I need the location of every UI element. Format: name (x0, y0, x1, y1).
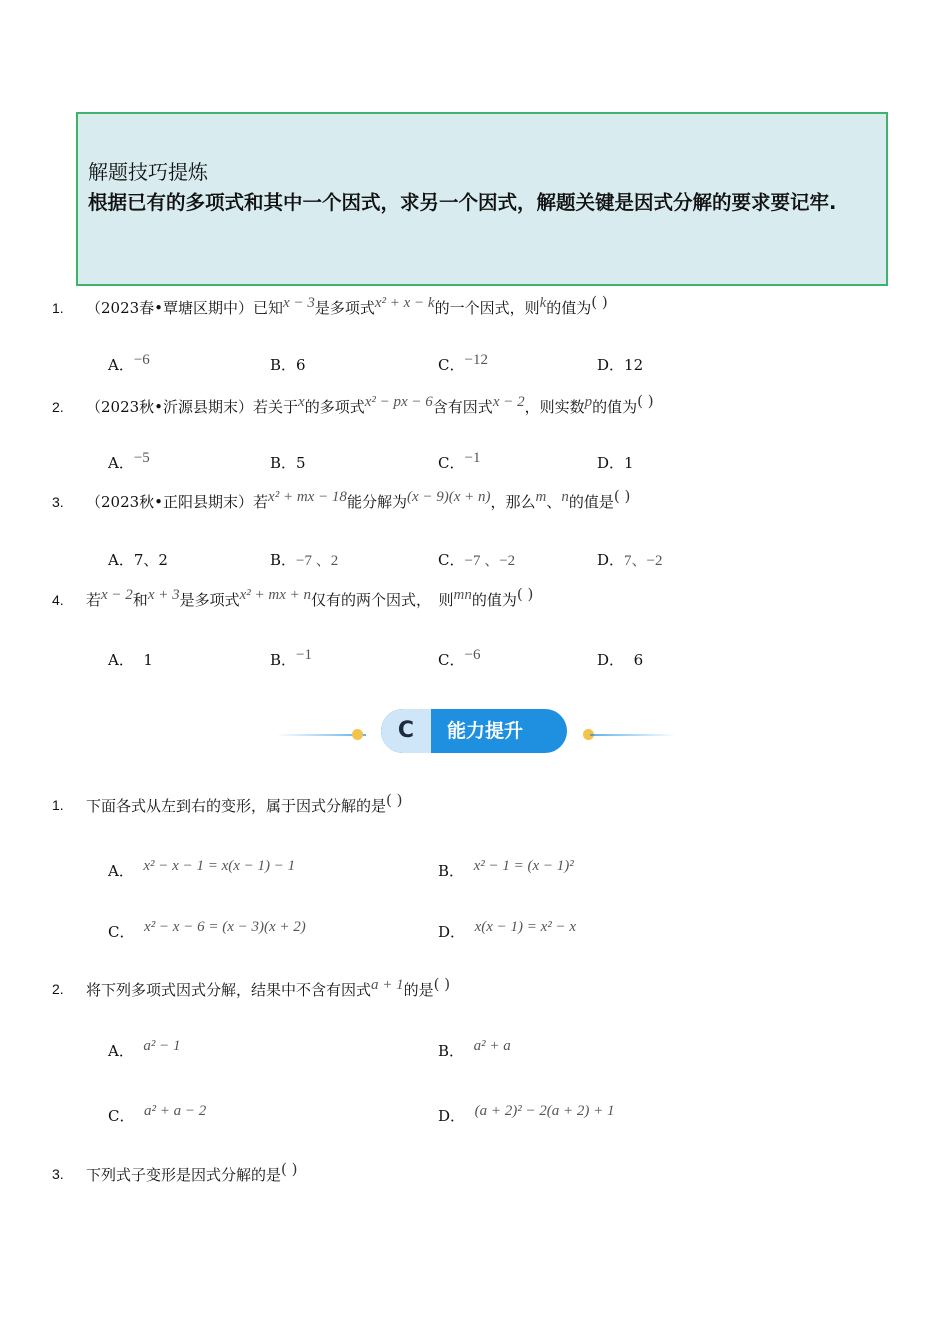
question-number: 3. (52, 1166, 64, 1182)
question-number: 2. (52, 399, 64, 415)
option-d: D．1 (597, 454, 634, 472)
tip-box (76, 112, 888, 286)
question-b2: （2023秋•沂源县期末）若关于x的多项式x² − px − 6含有因式x − 2，则实数p的值为( ) (86, 392, 654, 416)
question-c3: 下列式子变形是因式分解的是( ) (86, 1160, 298, 1184)
option-d: D． (a + 2)² − 2(a + 2) + 1 (438, 1103, 615, 1125)
question-source: （2023秋•正阳县期末） (86, 493, 254, 511)
banner-dot-left (352, 729, 363, 740)
option-b: B． x² − 1 = (x − 1)² (438, 858, 574, 880)
question-number: 3. (52, 494, 64, 510)
answer-parentheses: ( ) (516, 585, 534, 603)
question-number: 4. (52, 592, 64, 608)
question-number: 2. (52, 981, 64, 997)
option-d: D．12 (597, 356, 644, 374)
option-d: D． x(x − 1) = x² − x (438, 919, 577, 941)
question-number: 1. (52, 797, 64, 813)
tip-title: 解题技巧提炼 (88, 160, 208, 184)
option-d: D．7、−2 (597, 551, 663, 569)
question-source: （2023春•覃塘区期中） (86, 299, 254, 317)
answer-parentheses: ( ) (386, 791, 403, 809)
option-a: A． 1 (108, 651, 153, 669)
option-b: B．−7 、2 (270, 551, 339, 569)
question-c2: 将下列多项式因式分解，结果中不含有因式a + 1的是( ) (86, 975, 451, 999)
answer-parentheses: ( ) (591, 293, 608, 311)
banner-title: 能力提升 (447, 720, 524, 742)
option-c: C． x² − x − 6 = (x − 3)(x + 2) (108, 919, 306, 941)
option-b: B．5 (270, 454, 306, 472)
option-c: C．−1 (438, 450, 481, 472)
option-b: B． a² + a (438, 1038, 511, 1060)
banner-letter: C (381, 709, 431, 753)
option-c: C．−6 (438, 647, 481, 669)
math-expression: x − 3 (283, 295, 315, 311)
math-expression: x² + x − k (374, 295, 435, 311)
answer-parentheses: ( ) (433, 975, 451, 993)
option-a: A． x² − x − 1 = x(x − 1) − 1 (108, 858, 296, 880)
answer-parentheses: ( ) (281, 1160, 298, 1178)
tip-body: 根据已有的多项式和其中一个因式，求另一个因式，解题关键是因式分解的要求要记牢. (88, 191, 837, 214)
option-c: C．−7 、−2 (438, 551, 516, 569)
question-source: （2023秋•沂源县期末） (86, 398, 254, 416)
question-b1: （2023春•覃塘区期中）已知x − 3是多项式x² + x − k的一个因式，则k的值为( ) (86, 293, 608, 317)
question-number: 1. (52, 300, 64, 316)
option-a: A．−6 (108, 352, 150, 374)
option-d: D． 6 (597, 651, 644, 669)
question-b4: 若x − 2和x + 3是多项式x² + mx + n仅有的两个因式， 则mn的值为( ) (86, 585, 534, 609)
option-a: A． a² − 1 (108, 1038, 181, 1060)
question-b3: （2023秋•正阳县期末）若x² + mx − 18能分解为(x − 9)(x + n)，那么m、n的值是( ) (86, 487, 631, 511)
option-c: C．−12 (438, 352, 488, 374)
option-c: C． a² + a − 2 (108, 1103, 207, 1125)
answer-parentheses: ( ) (637, 392, 654, 410)
option-b: B．6 (270, 356, 306, 374)
math-expression: k (539, 295, 547, 311)
banner-line-right (590, 733, 676, 737)
question-c1: 下面各式从左到右的变形，属于因式分解的是( ) (86, 791, 403, 815)
option-a: A．7、2 (108, 551, 168, 569)
section-banner (381, 709, 567, 753)
option-a: A．−5 (108, 450, 150, 472)
option-b: B．−1 (270, 647, 312, 669)
answer-parentheses: ( ) (613, 487, 631, 505)
